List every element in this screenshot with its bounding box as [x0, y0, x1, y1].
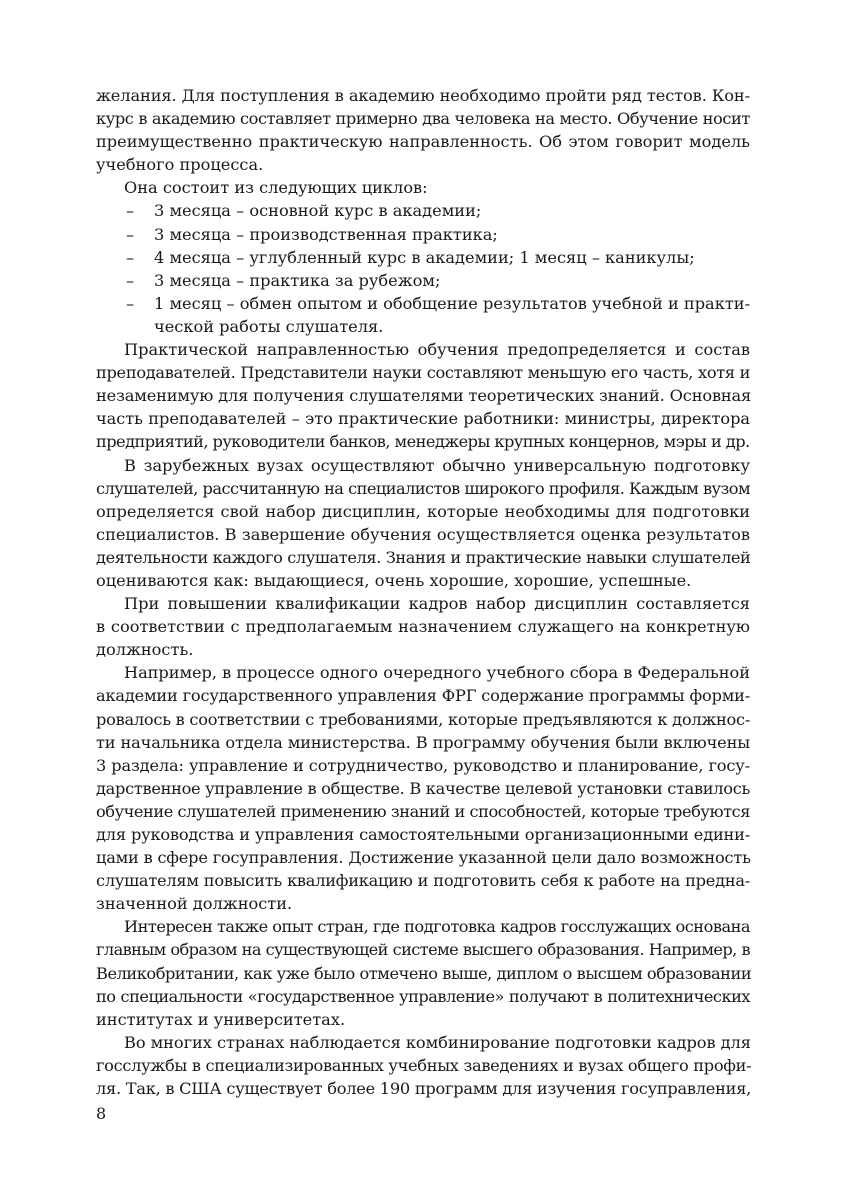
text-line: часть преподавателей – это практические работники: министры, директора: [96, 409, 750, 429]
text-line: преподавателей. Представители науки составляют меньшую его часть, хотя и: [96, 363, 751, 383]
text-line: главным образом на существующей системе высшего образования. Например, в: [96, 940, 750, 960]
text-line: ти начальника отдела министерства. В программу обучения были включены: [96, 732, 750, 752]
text-line: ля. Так, в США существует более 190 программ для изучения госуправления,: [96, 1079, 752, 1099]
text-line: Великобритании, как уже было отмечено выше, диплом о высшем образовании: [96, 963, 752, 983]
text-line: слушателям повысить квалификацию и подготовить себя к работе на предна-: [96, 871, 750, 891]
text-line: учебного процесса.: [96, 155, 264, 175]
text-line: должность.: [96, 640, 194, 660]
text-line: дарственное управление в обществе. В качестве целевой установки ставилось: [96, 778, 750, 798]
text-line: ческой работы слушателя.: [154, 316, 384, 336]
text-line: цами в сфере госуправления. Достижение указанной цели дало возможность: [96, 848, 751, 868]
text-line: курс в академию составляет примерно два человека на место. Обучение носит: [96, 109, 750, 129]
text-line: Например, в процессе одного очередного учебного сбора в Федеральной: [124, 663, 750, 683]
text-line: ровалось в соответствии с требованиями, которые предъявляются к должнос-: [96, 709, 751, 729]
list-dash: –: [126, 293, 135, 313]
list-dash: –: [126, 270, 135, 290]
text-line: обучение слушателей применению знаний и способностей, которые требуются: [96, 801, 750, 821]
list-item: [96, 246, 750, 269]
list-dash: –: [126, 247, 135, 267]
list-item: [96, 292, 750, 315]
list-item-text: 1 месяц – обмен опытом и обобщение результатов учебной и практи-: [154, 293, 751, 313]
body-text: [96, 84, 750, 1100]
text-line: госслужбы в специализированных учебных заведениях и вузах общего профи-: [96, 1055, 752, 1075]
text-line: Во многих странах наблюдается комбинирование подготовки кадров для: [124, 1032, 751, 1052]
text-line: для руководства и управления самостоятельными организационными едини-: [96, 825, 750, 844]
text-line: институтах и университетах.: [96, 1009, 346, 1029]
list-item-text: 3 месяца – производственная практика;: [154, 224, 498, 244]
text-line: деятельности каждого слушателя. Знания и практические навыки слушателей: [96, 547, 751, 567]
text-line: предприятий, руководители банков, менеджеры крупных концернов, мэры и др.: [96, 432, 750, 452]
text-line: желания. Для поступления в академию необходимо пройти ряд тестов. Кон-: [96, 86, 750, 105]
text-line: В зарубежных вузах осуществляют обычно универсальную подготовку: [124, 455, 750, 475]
text-line: 3 раздела: управление и сотрудничество, руководство и планирование, госу-: [96, 755, 750, 775]
text-line: Практической направленностью обучения предопределяется и состав: [124, 340, 750, 360]
text-line: преимущественно практическую направленность. Об этом говорит модель: [96, 132, 750, 152]
text-line: значенной должности.: [96, 894, 293, 914]
list-item-text: 3 месяца – основной курс в академии;: [154, 201, 482, 221]
list-dash: –: [126, 201, 135, 221]
text-line: При повышении квалификации кадров набор дисциплин составляется: [124, 594, 750, 614]
list-item-text: 3 месяца – практика за рубежом;: [154, 270, 441, 290]
list-item: [96, 269, 750, 292]
list-item-text: 4 месяца – углубленный курс в академии; 1 месяц – каникулы;: [154, 247, 695, 267]
text-line: оцениваются как: выдающиеся, очень хорошие, хорошие, успешные.: [96, 570, 692, 590]
text-line: академии государственного управления ФРГ содержание программы форми-: [96, 686, 750, 706]
list-item: [96, 223, 750, 246]
list-item: [96, 199, 750, 222]
text-line: незаменимую для получения слушателями теоретических знаний. Основная: [96, 386, 752, 406]
text-line: специалистов. В завершение обучения осуществляется оценка результатов: [96, 524, 750, 544]
text-line: слушателей, рассчитанную на специалистов широкого профиля. Каждым вузом: [96, 478, 750, 498]
list-dash: –: [126, 224, 135, 244]
text-line: Она состоит из следующих циклов:: [124, 178, 428, 198]
text-line: Интересен также опыт стран, где подготовка кадров госслужащих основана: [124, 917, 751, 937]
text-line: по специальности «государственное управление» получают в политехнических: [96, 986, 750, 1006]
text-line: определяется свой набор дисциплин, которые необходимы для подготовки: [96, 501, 750, 521]
text-line: в соответствии с предполагаемым назначением служащего на конкретную: [96, 617, 750, 637]
page-number: 8: [96, 1104, 107, 1123]
